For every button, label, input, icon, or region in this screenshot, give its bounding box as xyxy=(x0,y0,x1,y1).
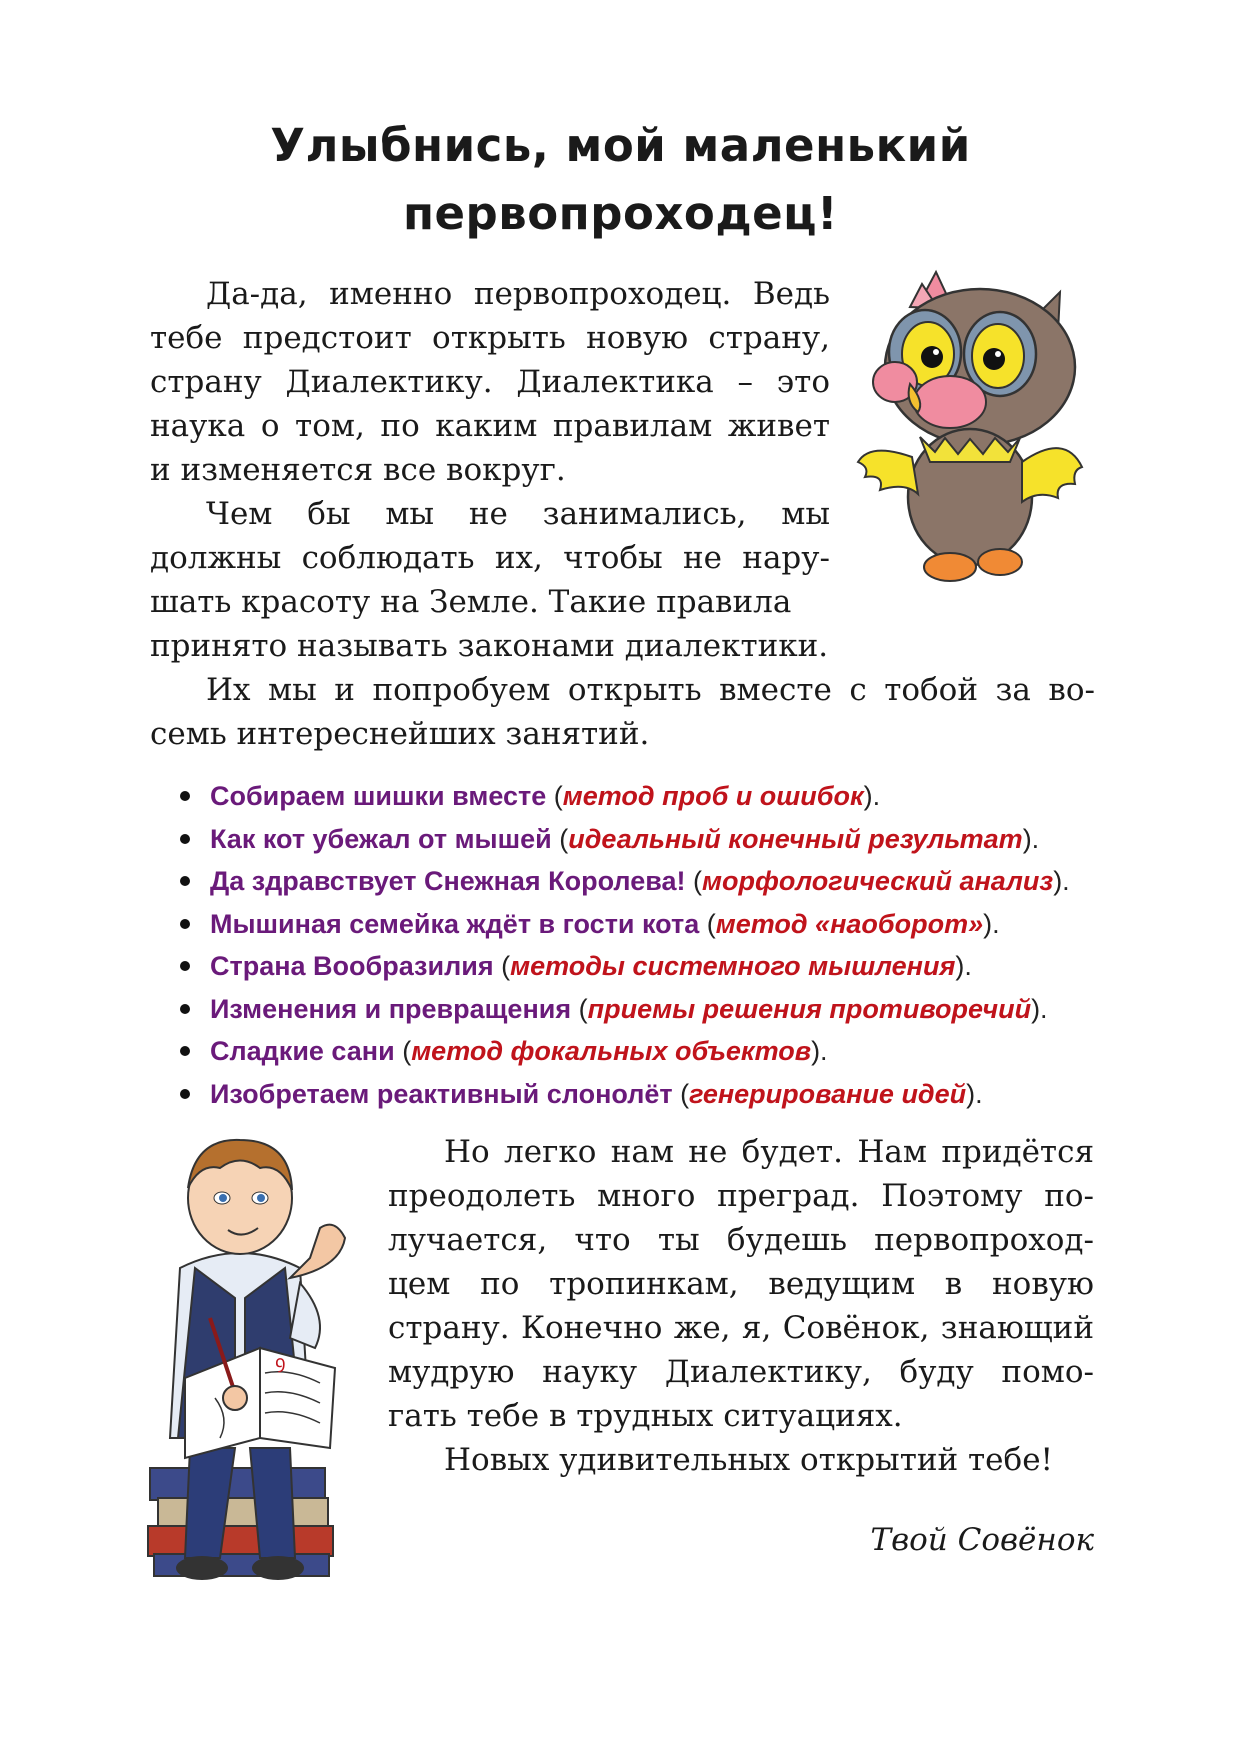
bullet-icon xyxy=(180,961,190,971)
list-item: Мышиная семейка ждёт в гости кота (метод «наоборот»). xyxy=(180,903,1080,946)
bullet-icon xyxy=(180,1089,190,1099)
bullet-icon xyxy=(180,1046,190,1056)
intro-line: принято называть законами диалектики. xyxy=(150,628,829,664)
intro-line: и изменяется все вокруг. xyxy=(150,452,566,488)
intro-paragraphs xyxy=(150,272,830,668)
intro-line: семь интереснейших занятий. xyxy=(150,716,650,752)
topic-name: Собираем шишки вместе xyxy=(210,781,547,811)
outro-line: страну. Конечно же, я, Совёнок, знающий xyxy=(388,1310,1094,1346)
outro-line: цем по тропинкам, ведущим в новую xyxy=(388,1266,1094,1302)
intro-line: Да-да, именно первопроходец. Ведь xyxy=(206,276,830,312)
topic-name: Да здравствует Снежная Королева! xyxy=(210,866,686,896)
topic-name: Сладкие сани xyxy=(210,1036,395,1066)
boy-reading-icon xyxy=(140,1118,385,1588)
list-item: Как кот убежал от мышей (идеальный конечный результат). xyxy=(180,818,1080,861)
bullet-icon xyxy=(180,1004,190,1014)
topic-name: Изобретаем реактивный слонолёт xyxy=(210,1078,673,1109)
topic-method: приемы решения противоречий xyxy=(587,993,1032,1024)
topic-method: морфологический анализ xyxy=(702,866,1054,896)
intro-line: наука о том, по каким правилам живет xyxy=(150,408,830,444)
intro-line: должны соблюдать их, чтобы не нару- xyxy=(150,540,830,576)
bullet-icon xyxy=(180,791,190,801)
topic-name: Как кот убежал от мышей xyxy=(210,823,552,854)
intro-line: страну Диалектику. Диалектика – это xyxy=(150,364,830,400)
list-item: Собираем шишки вместе (метод проб и ошибок). xyxy=(180,775,1080,818)
bullet-icon xyxy=(180,834,190,844)
topic-method: идеальный конечный результат xyxy=(568,823,1023,854)
intro-line: тебе предстоит открыть новую страну, xyxy=(150,320,830,356)
signature: Твой Совёнок xyxy=(870,1522,1094,1558)
list-item: Сладкие сани (метод фокальных объектов). xyxy=(180,1030,1080,1073)
outro-line: гать тебе в трудных ситуациях. xyxy=(388,1398,903,1434)
outro-line: Новых удивительных открытий тебе! xyxy=(444,1442,1053,1478)
intro-closing xyxy=(150,668,1095,756)
intro-line: шать красоту на Земле. Такие правила xyxy=(150,584,792,620)
topic-method: генерирование идей xyxy=(689,1078,967,1109)
topic-method: методы системного мышления xyxy=(510,951,956,981)
outro-line: преодолеть много преград. Поэтому по- xyxy=(388,1178,1094,1214)
page-title xyxy=(150,112,1091,248)
list-item: Изобретаем реактивный слонолёт (генерирование идей). xyxy=(180,1073,1080,1116)
bullet-icon xyxy=(180,876,190,886)
title-line-1: Улыбнись, мой маленький xyxy=(270,119,971,172)
topic-method: метод проб и ошибок xyxy=(562,781,864,811)
topic-name: Изменения и превращения xyxy=(210,993,572,1024)
outro-paragraphs xyxy=(388,1130,1094,1482)
topic-name: Страна Вообразилия xyxy=(210,951,494,981)
outro-line: мудрую науку Диалектику, буду помо- xyxy=(388,1354,1094,1390)
svg-text:ꝯ: ꝯ xyxy=(275,1352,286,1373)
outro-line: лучается, что ты будешь первопроход- xyxy=(388,1222,1094,1258)
bullet-icon xyxy=(180,919,190,929)
list-item: Страна Вообразилия (методы системного мышления). xyxy=(180,945,1080,988)
owl-cartoon-icon xyxy=(850,262,1090,602)
intro-line: Чем бы мы не занимались, мы xyxy=(206,496,830,532)
topic-name: Мышиная семейка ждёт в гости кота xyxy=(210,908,700,939)
topic-method: метод «наоборот» xyxy=(715,908,984,939)
topic-method: метод фокальных объектов xyxy=(411,1036,812,1066)
intro-line: Их мы и попробуем открыть вместе с тобой за во- xyxy=(206,672,1095,708)
list-item: Да здравствует Снежная Королева! (морфологический анализ). xyxy=(180,860,1080,903)
outro-line: Но легко нам не будет. Нам придётся xyxy=(444,1134,1094,1170)
topics-list xyxy=(180,775,1080,1115)
list-item: Изменения и превращения (приемы решения противоречий). xyxy=(180,988,1080,1031)
title-line-2: первопроходец! xyxy=(402,187,839,240)
